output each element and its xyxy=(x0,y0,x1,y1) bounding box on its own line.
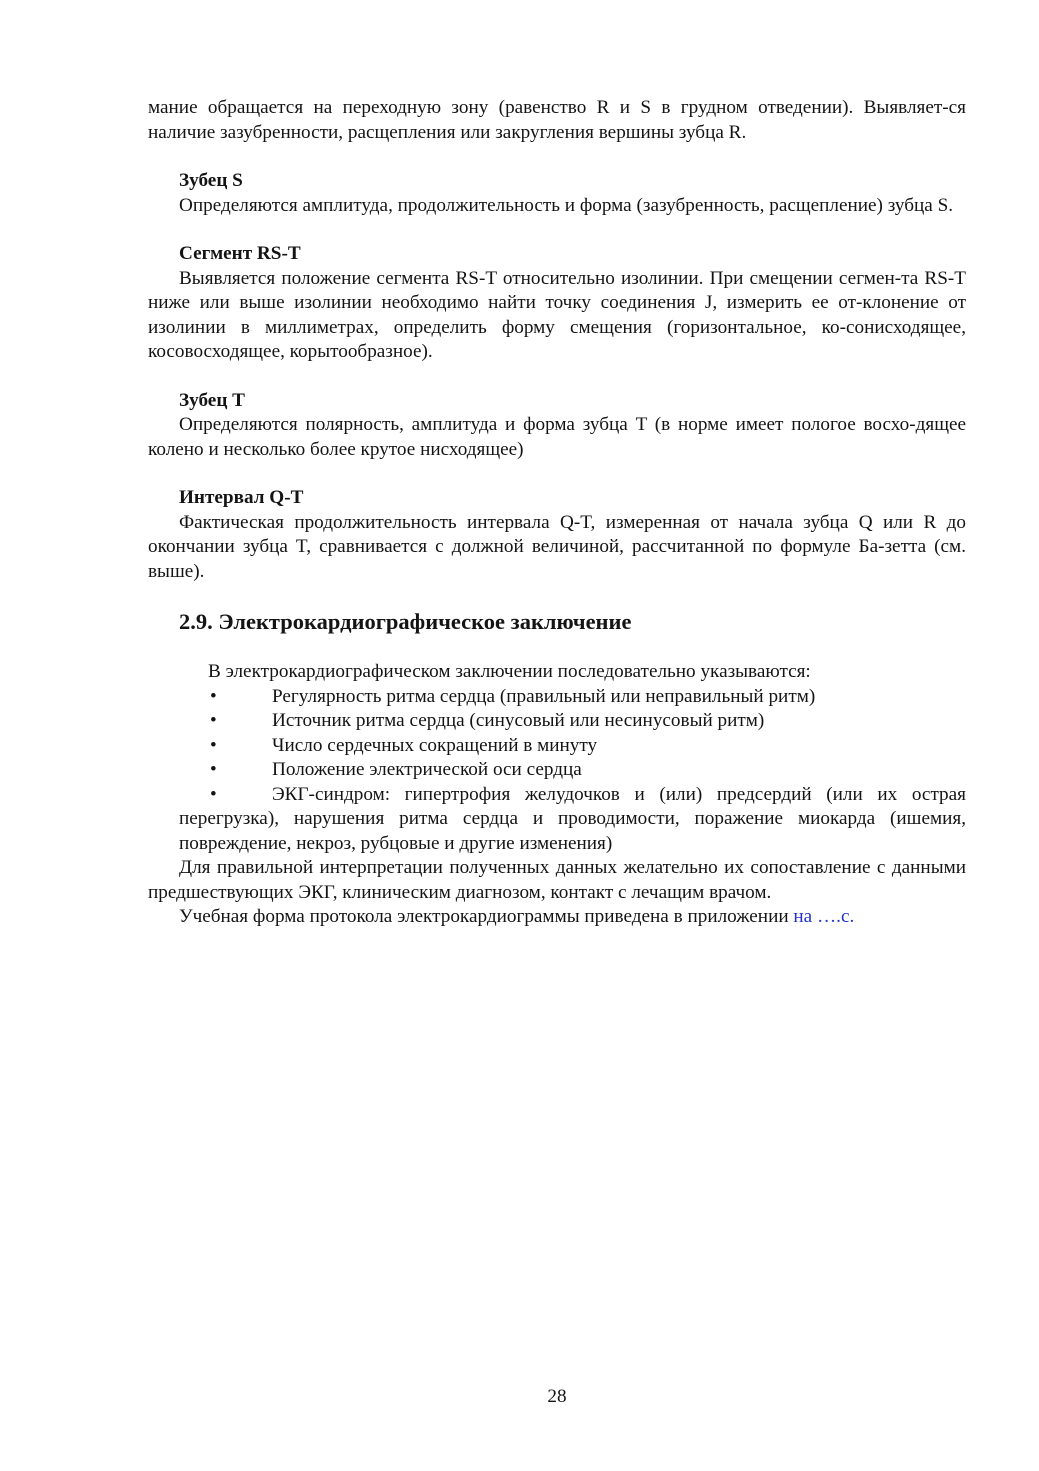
qt-interval-paragraph: Фактическая продолжительность интервала Q-T, измеренная от начала зубца Q или R до окончании зубца T, сравнивается с должной величиной, рассчитанной по формуле Ба-зетта (см. выше). xyxy=(148,511,966,582)
section-title: 2.9. Электрокардиографическое заключение xyxy=(179,609,632,634)
conclusion-list xyxy=(148,685,966,857)
bullet-icon: • xyxy=(210,734,217,756)
s-wave-heading: Зубец S xyxy=(179,170,243,191)
bullet-icon: • xyxy=(210,710,217,731)
bullet-icon: • xyxy=(210,783,217,805)
qt-interval-heading: Интервал Q-T xyxy=(179,487,304,508)
comparison-paragraph: Для правильной интерпретации полученных данных желательно их сопоставление с данными предшествующих ЭКГ, клиническим диагнозом, контакт с лечащим врачом. xyxy=(148,857,966,903)
protocol-text: Учебная форма протокола электрокардиограммы приведена в приложении xyxy=(179,906,794,927)
s-wave-paragraph: Определяются амплитуда, продолжительность и форма (зазубренность, расщепление) зубца S. xyxy=(179,194,954,216)
list-item xyxy=(148,783,966,857)
bullet-icon: • xyxy=(210,759,217,780)
list-item-text: Источник ритма сердца (синусовый или несинусовый ритм) xyxy=(272,710,765,731)
t-wave-paragraph: Определяются полярность, амплитуда и форма зубца T (в норме имеет пологое восхо-дящее колено и несколько более крутое нисходящее) xyxy=(148,414,966,460)
list-item xyxy=(148,709,966,734)
list-item-text: Регулярность ритма сердца (правильный или неправильный ритм) xyxy=(272,685,816,707)
list-item-text: Положение электрической оси сердца xyxy=(272,759,582,780)
rst-segment-paragraph: Выявляется положение сегмента RS-T относительно изолинии. При смещении сегмен-та RS-T ниже или выше изолинии необходимо найти точку соединения J, измерить ее от-клонение от изолинии в миллиметрах, определить форму смещения (горизонтальное, ко-сонисходящее, косовосходящее, корытообразное). xyxy=(148,267,966,362)
bullet-icon: • xyxy=(210,685,217,707)
document-page xyxy=(148,96,966,930)
list-item-text: ЭКГ-синдром: гипертрофия желудочков и (или) предсердий (или их острая перегрузка), нарушения ритма сердца и проводимости, поражение миокарда (ишемия, повреждение, некроз, рубцовые и другие изменения) xyxy=(179,783,966,854)
rst-segment-heading: Сегмент RS-T xyxy=(179,243,301,264)
section-intro: В электрокардиографическом заключении последовательно указываются: xyxy=(208,661,811,682)
list-item-text: Число сердечных сокращений в минуту xyxy=(272,734,598,756)
list-item xyxy=(148,734,966,759)
page-number: 28 xyxy=(547,1386,567,1407)
appendix-link[interactable]: на ….с. xyxy=(793,906,855,927)
list-item xyxy=(148,685,966,710)
list-item xyxy=(148,758,966,783)
t-wave-heading: Зубец T xyxy=(179,389,245,411)
continuation-paragraph: мание обращается на переходную зону (равенство R и S в грудном отведении). Выявляет-ся наличие зазубренности, расщепления или закругления вершины зубца R. xyxy=(148,97,966,143)
protocol-paragraph xyxy=(148,905,966,930)
